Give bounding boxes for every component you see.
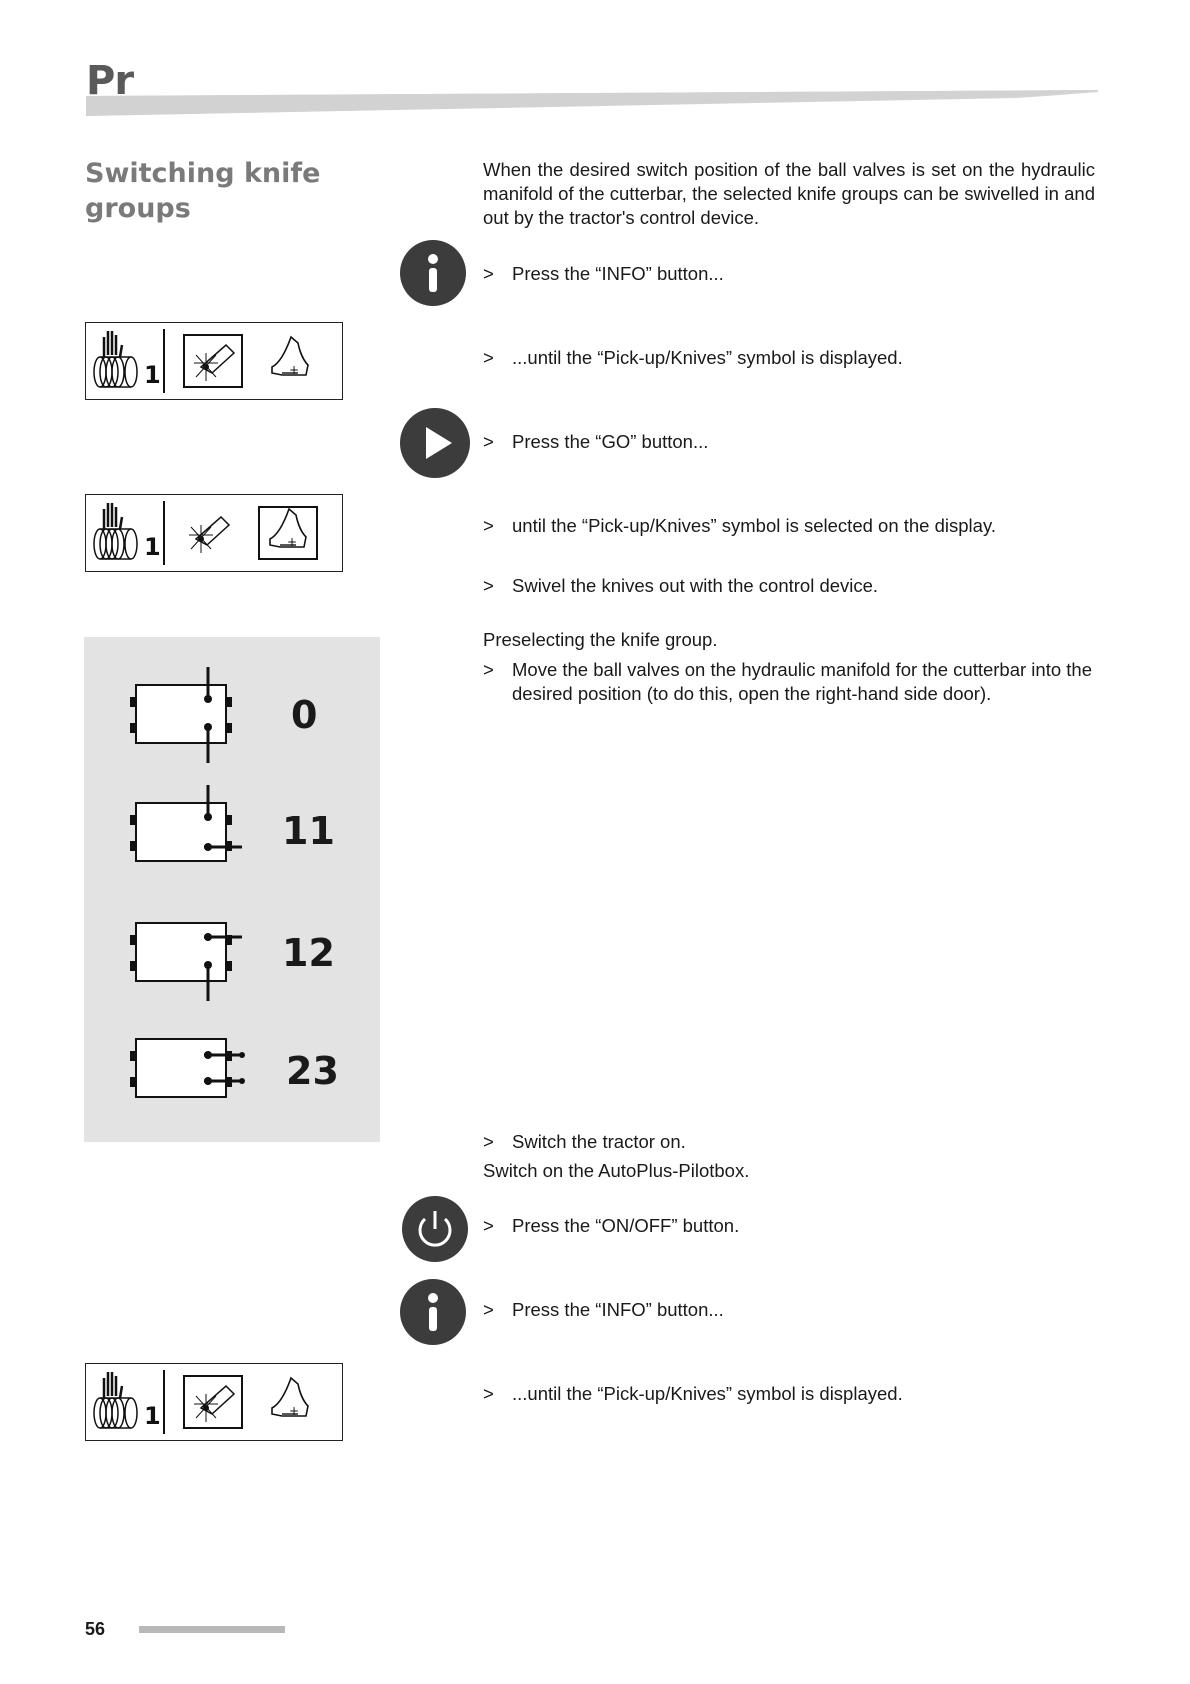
step-text: Swivel the knives out with the control device. — [512, 575, 879, 596]
display-digit: 1 — [144, 533, 161, 561]
knife-icon — [272, 1378, 308, 1418]
info-icon — [399, 1278, 467, 1346]
step-text: Move the ball valves on the hydraulic manifold for the cutterbar into the desired position (to do this, open the right-hand side door). — [512, 659, 1092, 704]
step-item — [483, 346, 1113, 370]
valve-diagram-0 — [124, 667, 254, 767]
terminal-display-selected — [85, 494, 343, 572]
svg-text:+: + — [287, 535, 298, 549]
header-decoration-bar — [86, 88, 1098, 118]
valve-diagram-11 — [124, 785, 254, 885]
footer-decoration-bar — [139, 1626, 285, 1633]
display-icons — [86, 323, 341, 398]
valve-position-label: 0 — [291, 693, 318, 737]
display-digit: 1 — [144, 361, 161, 389]
display-digit: 1 — [144, 1402, 161, 1430]
display-icons — [86, 1364, 341, 1439]
step-text: Press the “INFO” button... — [512, 1299, 724, 1320]
step-item — [483, 1214, 1113, 1238]
step-item — [483, 1298, 1113, 1322]
bullet-marker: > — [483, 515, 494, 536]
step-item — [483, 430, 1113, 454]
step-item — [483, 574, 1113, 598]
pickup-knives-icon — [184, 1376, 242, 1428]
step-item — [483, 658, 1095, 706]
bullet-marker: > — [483, 263, 494, 284]
info-icon — [399, 239, 467, 307]
pickup-knives-icon — [184, 335, 242, 387]
svg-text:+: + — [289, 1404, 300, 1418]
step-text: until the “Pick-up/Knives” symbol is selected on the display. — [512, 515, 996, 536]
display-icons — [86, 495, 341, 570]
intro-paragraph: When the desired switch position of the ball valves is set on the hydraulic manifold of the cutterbar, the selected knife groups can be swivelled in and out by the tractor's control device. — [483, 159, 1095, 228]
terminal-display — [85, 1363, 343, 1441]
step-text: ...until the “Pick-up/Knives” symbol is displayed. — [512, 1383, 903, 1404]
valve-diagram-12 — [124, 905, 254, 1005]
bullet-marker: > — [483, 347, 494, 368]
step-item — [483, 1382, 1113, 1406]
step-text: Press the “ON/OFF” button. — [512, 1215, 740, 1236]
step-item — [483, 1130, 1113, 1154]
bullet-marker: > — [483, 1299, 494, 1320]
svg-text:+: + — [289, 363, 300, 377]
page-number: 56 — [85, 1619, 106, 1639]
bullet-marker: > — [483, 659, 494, 680]
knife-icon — [259, 507, 317, 559]
bullet-marker: > — [483, 1383, 494, 1404]
valve-positions-panel — [84, 637, 380, 1142]
hand-bale-icon — [94, 503, 137, 559]
preselect-heading: Preselecting the knife group. — [483, 629, 718, 650]
valve-diagram-23 — [124, 1021, 254, 1121]
autoplus-text: Switch on the AutoPlus-Pilotbox. — [483, 1160, 750, 1181]
bullet-marker: > — [483, 1131, 494, 1152]
knife-icon — [272, 337, 308, 377]
step-item — [483, 262, 1113, 286]
step-item — [483, 514, 1113, 538]
hand-bale-icon — [94, 1372, 137, 1428]
bullet-marker: > — [483, 575, 494, 596]
step-text: Press the “INFO” button... — [512, 263, 724, 284]
chapter-letters: Pr — [86, 58, 134, 104]
terminal-display — [85, 322, 343, 400]
valve-position-label: 23 — [286, 1049, 339, 1093]
play-icon — [399, 407, 471, 479]
valve-position-label: 12 — [282, 931, 335, 975]
hand-bale-icon — [94, 331, 137, 387]
bullet-marker: > — [483, 1215, 494, 1236]
section-title: Switching knife groups — [85, 158, 321, 224]
step-text: Press the “GO” button... — [512, 431, 709, 452]
valve-position-label: 11 — [282, 809, 335, 853]
step-text: ...until the “Pick-up/Knives” symbol is displayed. — [512, 347, 903, 368]
step-text: Switch the tractor on. — [512, 1131, 686, 1152]
bullet-marker: > — [483, 431, 494, 452]
pickup-knives-icon — [189, 517, 229, 553]
power-icon — [401, 1195, 469, 1263]
